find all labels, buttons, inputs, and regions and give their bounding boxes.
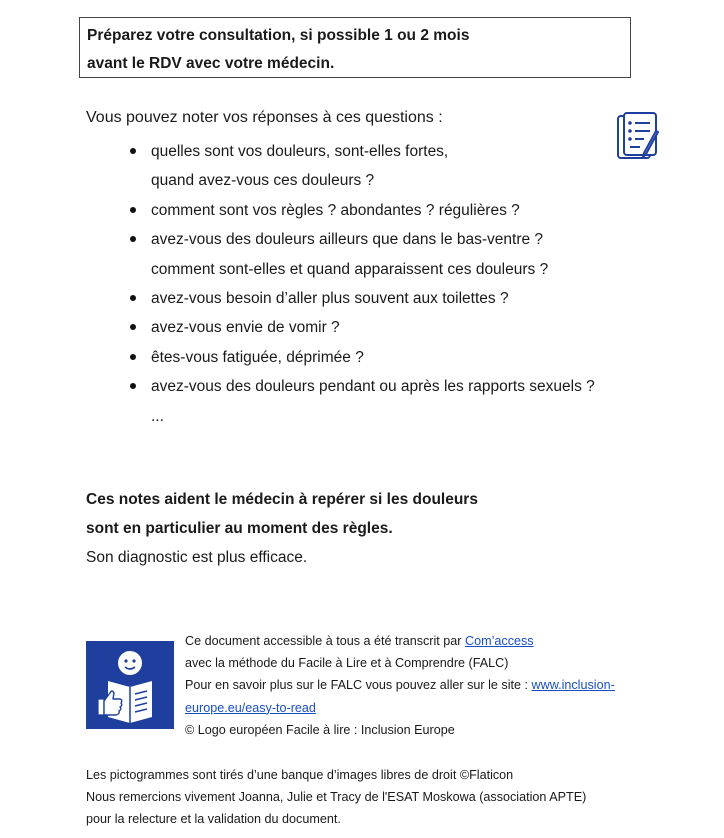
notes-bold-line-1: Ces notes aident le médecin à repérer si les douleurs [86, 491, 478, 508]
comaccess-link[interactable]: Com’access [465, 634, 534, 648]
question-text: êtes-vous fatiguée, déprimée ? [151, 348, 364, 366]
inclusion-europe-link[interactable]: www.inclusion- [531, 678, 615, 693]
footer-block [86, 764, 586, 831]
bullet-icon [130, 354, 136, 360]
notes-bold-line-2: sont en particulier au moment des règles. [86, 520, 393, 537]
notes-section [86, 485, 478, 572]
inclusion-europe-link-continued[interactable]: europe.eu/easy-to-read [185, 700, 316, 715]
footer-line-1: Les pictogrammes sont tirés d’une banque d’images libres de droit ©Flaticon [86, 768, 514, 782]
credits-line-4: © Logo européen Facile à lire : Inclusion Europe [185, 722, 455, 737]
checklist-document-icon [616, 112, 662, 164]
bullet-icon [130, 236, 136, 242]
callout-line-1: Préparez votre consultation, si possible 1 ou 2 mois [87, 27, 470, 44]
question-text: avez-vous besoin d’aller plus souvent aux toilettes ? [151, 290, 509, 308]
credits-block [185, 630, 615, 741]
preparation-callout-box [79, 17, 631, 78]
intro-text: Vous pouvez noter vos réponses à ces questions : [86, 109, 443, 126]
bullet-icon [130, 324, 136, 330]
footer-line-2: Nous remercions vivement Joanna, Julie et Tracy de l'ESAT Moskowa (association APTE) [86, 790, 587, 805]
credits-line-3 [185, 674, 615, 696]
credits-line-2: avec la méthode du Facile à Lire et à Comprendre (FALC) [185, 656, 509, 671]
list-item [126, 372, 595, 401]
bullet-icon [130, 207, 136, 213]
list-item [126, 137, 595, 196]
question-text: quelles sont vos douleurs, sont-elles fortes, [151, 143, 449, 160]
ellipsis-text: ... [151, 407, 164, 425]
callout-line-2: avant le RDV avec votre médecin. [87, 55, 335, 72]
easy-to-read-logo-icon [86, 641, 174, 729]
bullet-icon [130, 383, 136, 389]
footer-line-3: pour la relecture et la validation du document. [86, 812, 341, 827]
question-list [126, 137, 595, 431]
question-text-continued: comment sont-elles et quand apparaissent ces douleurs ? [151, 260, 549, 278]
question-text: avez-vous des douleurs ailleurs que dans le bas-ventre ? [151, 231, 544, 249]
credits-line-3-text: Pour en savoir plus sur le FALC vous pouvez aller sur le site : [185, 678, 532, 693]
question-text: avez-vous des douleurs pendant ou après les rapports sexuels ? [151, 378, 595, 396]
list-item [126, 343, 595, 372]
bullet-icon [130, 295, 136, 301]
bullet-icon [130, 148, 136, 154]
credits-line-3-continued [185, 697, 615, 719]
list-item [126, 313, 595, 342]
credits-line-1-text: Ce document accessible à tous a été transcrit par [185, 634, 466, 648]
list-item [126, 225, 595, 284]
question-text: avez-vous envie de vomir ? [151, 319, 340, 337]
list-ellipsis [126, 402, 595, 431]
notes-normal-line: Son diagnostic est plus efficace. [86, 549, 308, 566]
list-item [126, 284, 595, 313]
question-text-continued: quand avez-vous ces douleurs ? [151, 172, 375, 190]
list-item [126, 196, 595, 225]
credits-line-1 [185, 630, 615, 652]
question-text: comment sont vos règles ? abondantes ? régulières ? [151, 201, 520, 219]
